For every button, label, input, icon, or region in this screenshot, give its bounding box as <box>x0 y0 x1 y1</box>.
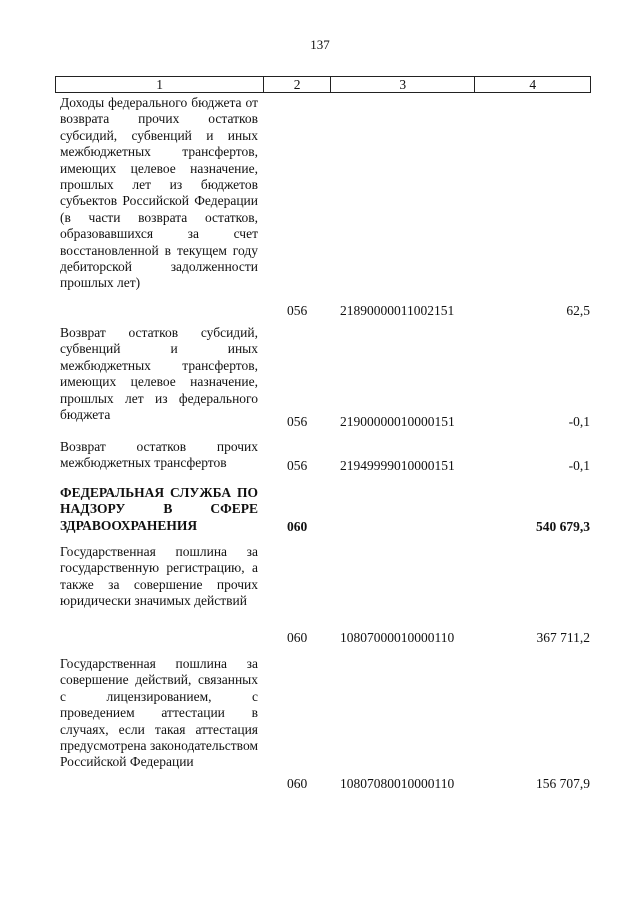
header-col-1: 1 <box>56 77 264 92</box>
row-admin-code: 056 <box>287 457 308 473</box>
row-kbk: 21900000010000151 <box>340 413 455 429</box>
row-description: Возврат остатков субсидий, субвенций и иных межбюджетных трансфертов, имеющих целевое назначение, прошлых лет из федерального бюджета <box>60 325 258 423</box>
row-admin-code: 060 <box>287 518 308 534</box>
row-amount: 156 707,9 <box>536 775 590 791</box>
row-amount: -0,1 <box>568 457 590 473</box>
row-amount: 540 679,3 <box>536 518 590 534</box>
table-row <box>60 439 590 474</box>
table-row <box>60 544 590 646</box>
row-kbk: 10807080010000110 <box>340 775 455 791</box>
table-row <box>60 95 590 319</box>
row-admin-code: 056 <box>287 302 308 318</box>
row-description: Возврат остатков прочих межбюджетных трансфертов <box>60 439 258 471</box>
header-col-2: 2 <box>264 77 331 92</box>
row-amount: 62,5 <box>566 302 590 318</box>
table-row <box>60 325 590 430</box>
row-description: Государственная пошлина за совершение действий, связанных с лицензированием, с проведением аттестации в случаях, если такая аттестация предусмотрена законодательством Российской Федерации <box>60 656 258 770</box>
row-description: Государственная пошлина за государственную регистрацию, а также за совершение прочих юридически значимых действий <box>60 544 258 609</box>
row-kbk: 10807000010000110 <box>340 629 455 645</box>
table-row <box>60 656 590 792</box>
header-col-4: 4 <box>529 77 537 92</box>
row-amount: -0,1 <box>568 413 590 429</box>
page-number: 137 <box>310 37 330 52</box>
section-row <box>60 485 590 535</box>
section-title: ФЕДЕРАЛЬНАЯ СЛУЖБА ПО НАДЗОРУ В СФЕРЕ ЗДРАВООХРАНЕНИЯ <box>60 485 258 533</box>
table-header <box>55 76 591 93</box>
row-admin-code: 060 <box>287 775 308 791</box>
row-kbk: 21890000011002151 <box>340 302 455 318</box>
row-description: Доходы федерального бюджета от возврата прочих остатков субсидий, субвенций и иных межбюджетных трансфертов, имеющих целевое назначение, прошлых лет из бюджетов субъектов Российской Федерации (в части возврата остатков, образовавшихся за счет восстановленной в текущем году дебиторской задолженности прошлых лет) <box>60 95 258 291</box>
row-admin-code: 056 <box>287 413 308 429</box>
row-kbk: 21949999010000151 <box>340 457 455 473</box>
row-amount: 367 711,2 <box>536 629 590 645</box>
header-col-3: 3 <box>331 77 475 92</box>
row-admin-code: 060 <box>287 629 308 645</box>
